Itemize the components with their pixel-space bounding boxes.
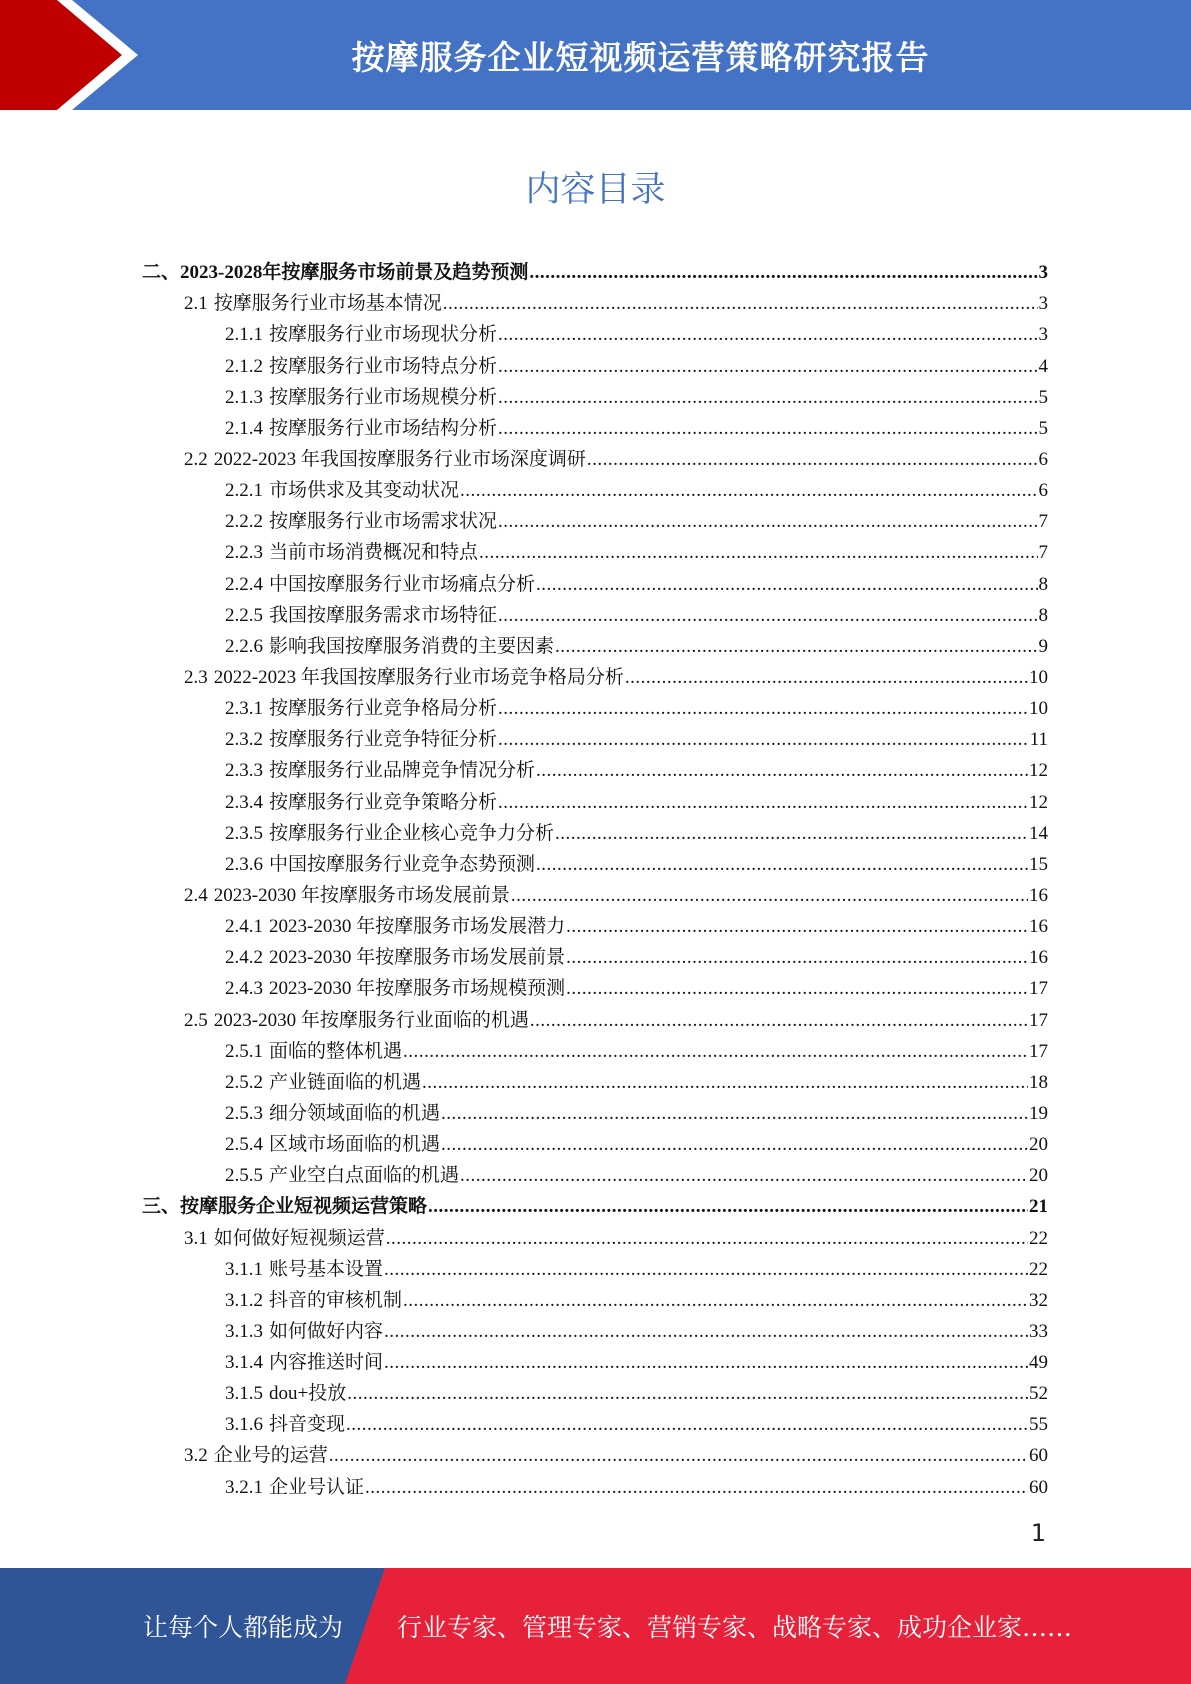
toc-entry[interactable]	[142, 471, 1048, 502]
toc-leader-dots	[566, 947, 1028, 969]
toc-entry[interactable]	[142, 502, 1048, 533]
toc-leader-dots	[530, 1010, 1028, 1032]
toc-entry-number: 2.2.1	[225, 480, 263, 502]
toc-entry-number: 2.1	[184, 293, 208, 315]
toc-leader-dots	[460, 480, 1037, 502]
toc-entry[interactable]	[142, 533, 1048, 564]
toc-entry[interactable]	[142, 1374, 1048, 1405]
toc-entry-text: 按摩服务行业企业核心竞争力分析	[269, 822, 555, 844]
toc-leader-dots	[555, 636, 1037, 658]
toc-entry-number: 2.1.2	[225, 355, 263, 377]
toc-entry-text: 按摩服务行业市场需求状况	[269, 511, 498, 533]
toc-entry[interactable]	[142, 1312, 1048, 1343]
toc-entry[interactable]	[142, 876, 1048, 907]
toc-entry-text: 按摩服务行业竞争策略分析	[269, 791, 498, 813]
toc-entry-page: 3	[1038, 293, 1048, 315]
toc-leader-dots	[386, 1228, 1028, 1250]
toc-entry-number: 3.1.2	[225, 1289, 263, 1311]
toc-entry-text: 抖音变现	[269, 1414, 346, 1436]
toc-entry-page: 52	[1029, 1383, 1048, 1405]
toc-entry-text: 如何做好短视频运营	[213, 1227, 385, 1249]
toc-leader-dots	[428, 1196, 1028, 1218]
toc-entry-text: 企业号的运营	[213, 1445, 328, 1467]
toc-entry-text: 如何做好内容	[269, 1320, 384, 1342]
toc-entry-page: 17	[1029, 1040, 1048, 1062]
toc-entry-text: 三、按摩服务企业短视频运营策略	[142, 1196, 428, 1218]
toc-entry-page: 7	[1038, 542, 1048, 564]
toc-leader-dots	[403, 1041, 1028, 1063]
toc-entry-number: 2.2.3	[225, 542, 263, 564]
toc-entry-text: 按摩服务行业市场基本情况	[213, 293, 442, 315]
toc-entry[interactable]	[142, 253, 1048, 284]
toc-entry-text: 2022-2023 年我国按摩服务行业市场竞争格局分析	[213, 666, 624, 688]
toc-entry-page: 11	[1029, 729, 1048, 751]
toc-entry-text: 2023-2030 年按摩服务市场发展潜力	[269, 916, 566, 938]
toc-leader-dots	[347, 1383, 1028, 1405]
toc-entry-page: 12	[1029, 791, 1048, 813]
toc-entry[interactable]	[142, 814, 1048, 845]
toc-entry[interactable]	[142, 564, 1048, 595]
toc-entry[interactable]	[142, 1467, 1048, 1498]
toc-entry[interactable]	[142, 1000, 1048, 1031]
toc-leader-dots	[441, 1103, 1028, 1125]
toc-leader-dots	[441, 1134, 1028, 1156]
toc-leader-dots	[384, 1259, 1028, 1281]
toc-entry-number: 3.1	[184, 1227, 208, 1249]
toc-entry-number: 2.1.4	[225, 417, 263, 439]
toc-entry-text: 二、2023-2028年按摩服务市场前景及趋势预测	[142, 262, 529, 284]
report-title: 按摩服务企业短视频运营策略研究报告	[351, 37, 930, 77]
toc-entry-number: 2.5.2	[225, 1071, 263, 1093]
toc-leader-dots	[460, 1165, 1028, 1187]
toc-entry[interactable]	[142, 658, 1048, 689]
toc-leader-dots	[498, 792, 1028, 814]
toc-entry-number: 2.1.1	[225, 324, 263, 346]
toc-entry-page: 6	[1038, 480, 1048, 502]
toc-entry-text: 我国按摩服务需求市场特征	[269, 604, 498, 626]
toc-entry[interactable]	[142, 845, 1048, 876]
toc-entry-number: 3.1.3	[225, 1320, 263, 1342]
toc-entry[interactable]	[142, 751, 1048, 782]
toc-leader-dots	[403, 1290, 1028, 1312]
toc-entry-page: 18	[1029, 1071, 1048, 1093]
toc-entry-page: 15	[1029, 853, 1048, 875]
toc-entry-text: 按摩服务行业市场结构分析	[269, 417, 498, 439]
toc-leader-dots	[625, 667, 1028, 689]
toc-entry-number: 2.1.3	[225, 386, 263, 408]
toc-entry[interactable]	[142, 1405, 1048, 1436]
toc-entry-page: 16	[1029, 916, 1048, 938]
toc-entry-text: 按摩服务行业竞争特征分析	[269, 729, 498, 751]
toc-entry-page: 12	[1029, 760, 1048, 782]
toc-leader-dots	[498, 356, 1037, 378]
toc-entry-text: 抖音的审核机制	[269, 1289, 403, 1311]
toc-entry[interactable]	[142, 689, 1048, 720]
toc-entry-text: 中国按摩服务行业市场痛点分析	[269, 573, 536, 595]
toc-entry-number: 2.4.2	[225, 947, 263, 969]
toc-entry-text: 区域市场面临的机遇	[269, 1134, 441, 1156]
toc-entry-page: 22	[1029, 1227, 1048, 1249]
toc-entry-text: 2023-2030 年按摩服务市场规模预测	[269, 978, 566, 1000]
toc-entry-number: 3.2	[184, 1445, 208, 1467]
toc-entry-number: 3.1.1	[225, 1258, 263, 1280]
toc-leader-dots	[498, 729, 1029, 751]
toc-entry[interactable]	[142, 627, 1048, 658]
toc-leader-dots	[443, 293, 1038, 315]
header-red-arrow	[0, 0, 150, 110]
toc-entry-number: 2.3.6	[225, 853, 263, 875]
toc-leader-dots	[511, 885, 1028, 907]
toc-entry-text: 细分领域面临的机遇	[269, 1102, 441, 1124]
toc-entry-number: 2.5.1	[225, 1040, 263, 1062]
toc-entry-page: 9	[1038, 635, 1048, 657]
toc-entry[interactable]	[142, 346, 1048, 377]
toc-leader-dots	[384, 1321, 1028, 1343]
toc-entry-number: 2.4.3	[225, 978, 263, 1000]
toc-entry[interactable]	[142, 1218, 1048, 1249]
toc-entry-page: 55	[1029, 1414, 1048, 1436]
toc-entry-text: 内容推送时间	[269, 1352, 384, 1374]
toc-entry-page: 17	[1029, 1009, 1048, 1031]
toc-entry-page: 16	[1029, 884, 1048, 906]
footer-banner	[0, 1568, 1191, 1684]
toc-leader-dots	[536, 854, 1028, 876]
toc-entry-text: 当前市场消费概况和特点	[269, 542, 479, 564]
toc-leader-dots	[498, 605, 1037, 627]
toc-entry-page: 20	[1029, 1134, 1048, 1156]
toc-entry-text: 2023-2030 年按摩服务市场发展前景	[213, 884, 510, 906]
toc-entry-number: 2.3.2	[225, 729, 263, 751]
toc-entry-page: 20	[1029, 1165, 1048, 1187]
toc-entry-text: 按摩服务行业品牌竞争情况分析	[269, 760, 536, 782]
toc-entry-text: 按摩服务行业竞争格局分析	[269, 698, 498, 720]
toc-entry-number: 3.2.1	[225, 1476, 263, 1498]
toc-heading: 内容目录	[525, 170, 666, 210]
toc-entry[interactable]	[142, 1250, 1048, 1281]
toc-leader-dots	[536, 574, 1037, 596]
toc-entry-text: 产业链面临的机遇	[269, 1071, 422, 1093]
toc-entry-page: 19	[1029, 1102, 1048, 1124]
footer-slogan-right: 行业专家、管理专家、营销专家、战略专家、成功企业家……	[397, 1613, 1073, 1642]
toc-entry-page: 8	[1038, 573, 1048, 595]
toc-entry-number: 2.2	[184, 448, 208, 470]
toc-leader-dots	[536, 760, 1028, 782]
toc-entry-number: 2.3.3	[225, 760, 263, 782]
toc-entry-page: 3	[1038, 262, 1048, 284]
toc-leader-dots	[566, 916, 1028, 938]
toc-entry-page: 5	[1038, 386, 1048, 408]
toc-entry[interactable]	[142, 969, 1048, 1000]
toc-entry-text: 企业号认证	[269, 1476, 365, 1498]
toc-leader-dots	[566, 978, 1028, 1000]
toc-leader-dots	[498, 387, 1037, 409]
toc-entry-number: 3.1.5	[225, 1383, 263, 1405]
toc-entry-page: 10	[1029, 666, 1048, 688]
toc-entry-number: 2.4.1	[225, 916, 263, 938]
toc-entry-page: 21	[1029, 1196, 1048, 1218]
toc-entry[interactable]	[142, 284, 1048, 315]
toc-leader-dots	[346, 1414, 1028, 1436]
toc-entry[interactable]	[142, 1032, 1048, 1063]
toc-entry-text: dou+投放	[269, 1383, 347, 1405]
toc-entry-page: 8	[1038, 604, 1048, 626]
toc-entry-page: 14	[1029, 822, 1048, 844]
toc-entry-number: 2.4	[184, 884, 208, 906]
toc-entry-number: 2.3.1	[225, 698, 263, 720]
toc-leader-dots	[498, 418, 1037, 440]
toc-entry-page: 33	[1029, 1320, 1048, 1342]
toc-entry[interactable]	[142, 938, 1048, 969]
toc-entry-text: 中国按摩服务行业竞争态势预测	[269, 853, 536, 875]
footer-slogan-left: 让每个人都能成为	[143, 1613, 344, 1642]
toc-entry[interactable]	[142, 1156, 1048, 1187]
toc-leader-dots	[555, 823, 1028, 845]
toc-entry-text: 市场供求及其变动状况	[269, 480, 460, 502]
toc-entry[interactable]	[142, 440, 1048, 471]
toc-entry-page: 4	[1038, 355, 1048, 377]
toc-leader-dots	[479, 542, 1037, 564]
toc-entry-text: 产业空白点面临的机遇	[269, 1165, 460, 1187]
toc-entry-text: 2022-2023 年我国按摩服务行业市场深度调研	[213, 448, 586, 470]
toc-entry[interactable]	[142, 1094, 1048, 1125]
toc-entry[interactable]	[142, 378, 1048, 409]
toc-leader-dots	[384, 1352, 1028, 1374]
toc-leader-dots	[587, 449, 1038, 471]
toc-entry-page: 49	[1029, 1352, 1048, 1374]
toc-entry-page: 60	[1029, 1476, 1048, 1498]
header-banner	[0, 0, 1191, 110]
toc-entry-page: 6	[1038, 448, 1048, 470]
toc-entry-text: 账号基本设置	[269, 1258, 384, 1280]
toc-entry[interactable]	[142, 1343, 1048, 1374]
toc-entry[interactable]	[142, 1063, 1048, 1094]
toc-entry-number: 2.2.2	[225, 511, 263, 533]
toc-entry[interactable]	[142, 1187, 1048, 1218]
toc-entry-number: 3.1.6	[225, 1414, 263, 1436]
toc-entry-page: 3	[1038, 324, 1048, 346]
toc-entry-text: 影响我国按摩服务消费的主要因素	[269, 635, 555, 657]
toc-entry[interactable]	[142, 1281, 1048, 1312]
toc-entry[interactable]	[142, 315, 1048, 346]
toc-entry[interactable]	[142, 782, 1048, 813]
toc-entry-number: 2.5.4	[225, 1134, 263, 1156]
toc-leader-dots	[529, 262, 1037, 284]
toc-entry-page: 17	[1029, 978, 1048, 1000]
toc-leader-dots	[422, 1072, 1028, 1094]
toc-entry-page: 60	[1029, 1445, 1048, 1467]
toc-entry-text: 面临的整体机遇	[269, 1040, 403, 1062]
toc-entry-page: 10	[1029, 698, 1048, 720]
toc-entry-text: 按摩服务行业市场现状分析	[269, 324, 498, 346]
toc-entry-text: 2023-2030 年按摩服务市场发展前景	[269, 947, 566, 969]
toc-entry-page: 5	[1038, 417, 1048, 439]
toc-entry-number: 2.3.4	[225, 791, 263, 813]
toc-entry-page: 7	[1038, 511, 1048, 533]
toc-entry-number: 2.5.5	[225, 1165, 263, 1187]
toc-leader-dots	[329, 1445, 1028, 1467]
toc-entry-number: 3.1.4	[225, 1352, 263, 1374]
toc-entry-number: 2.2.6	[225, 635, 263, 657]
toc-entry[interactable]	[142, 409, 1048, 440]
toc-entry-page: 16	[1029, 947, 1048, 969]
toc-entry-number: 2.5	[184, 1009, 208, 1031]
table-of-contents	[142, 253, 1048, 1499]
toc-entry[interactable]	[142, 1436, 1048, 1467]
toc-entry[interactable]	[142, 596, 1048, 627]
toc-entry[interactable]	[142, 720, 1048, 751]
toc-leader-dots	[498, 698, 1028, 720]
toc-entry-text: 2023-2030 年按摩服务行业面临的机遇	[213, 1009, 529, 1031]
toc-leader-dots	[498, 511, 1037, 533]
toc-entry-number: 2.3	[184, 666, 208, 688]
toc-entry[interactable]	[142, 907, 1048, 938]
page-number: 1	[1030, 1519, 1046, 1547]
toc-leader-dots	[498, 324, 1037, 346]
toc-entry-number: 2.2.4	[225, 573, 263, 595]
toc-entry-text: 按摩服务行业市场规模分析	[269, 386, 498, 408]
toc-entry-number: 2.3.5	[225, 822, 263, 844]
toc-entry-number: 2.2.5	[225, 604, 263, 626]
toc-entry-page: 32	[1029, 1289, 1048, 1311]
toc-leader-dots	[365, 1477, 1028, 1499]
toc-entry[interactable]	[142, 1125, 1048, 1156]
toc-entry-page: 22	[1029, 1258, 1048, 1280]
toc-entry-number: 2.5.3	[225, 1102, 263, 1124]
toc-entry-text: 按摩服务行业市场特点分析	[269, 355, 498, 377]
